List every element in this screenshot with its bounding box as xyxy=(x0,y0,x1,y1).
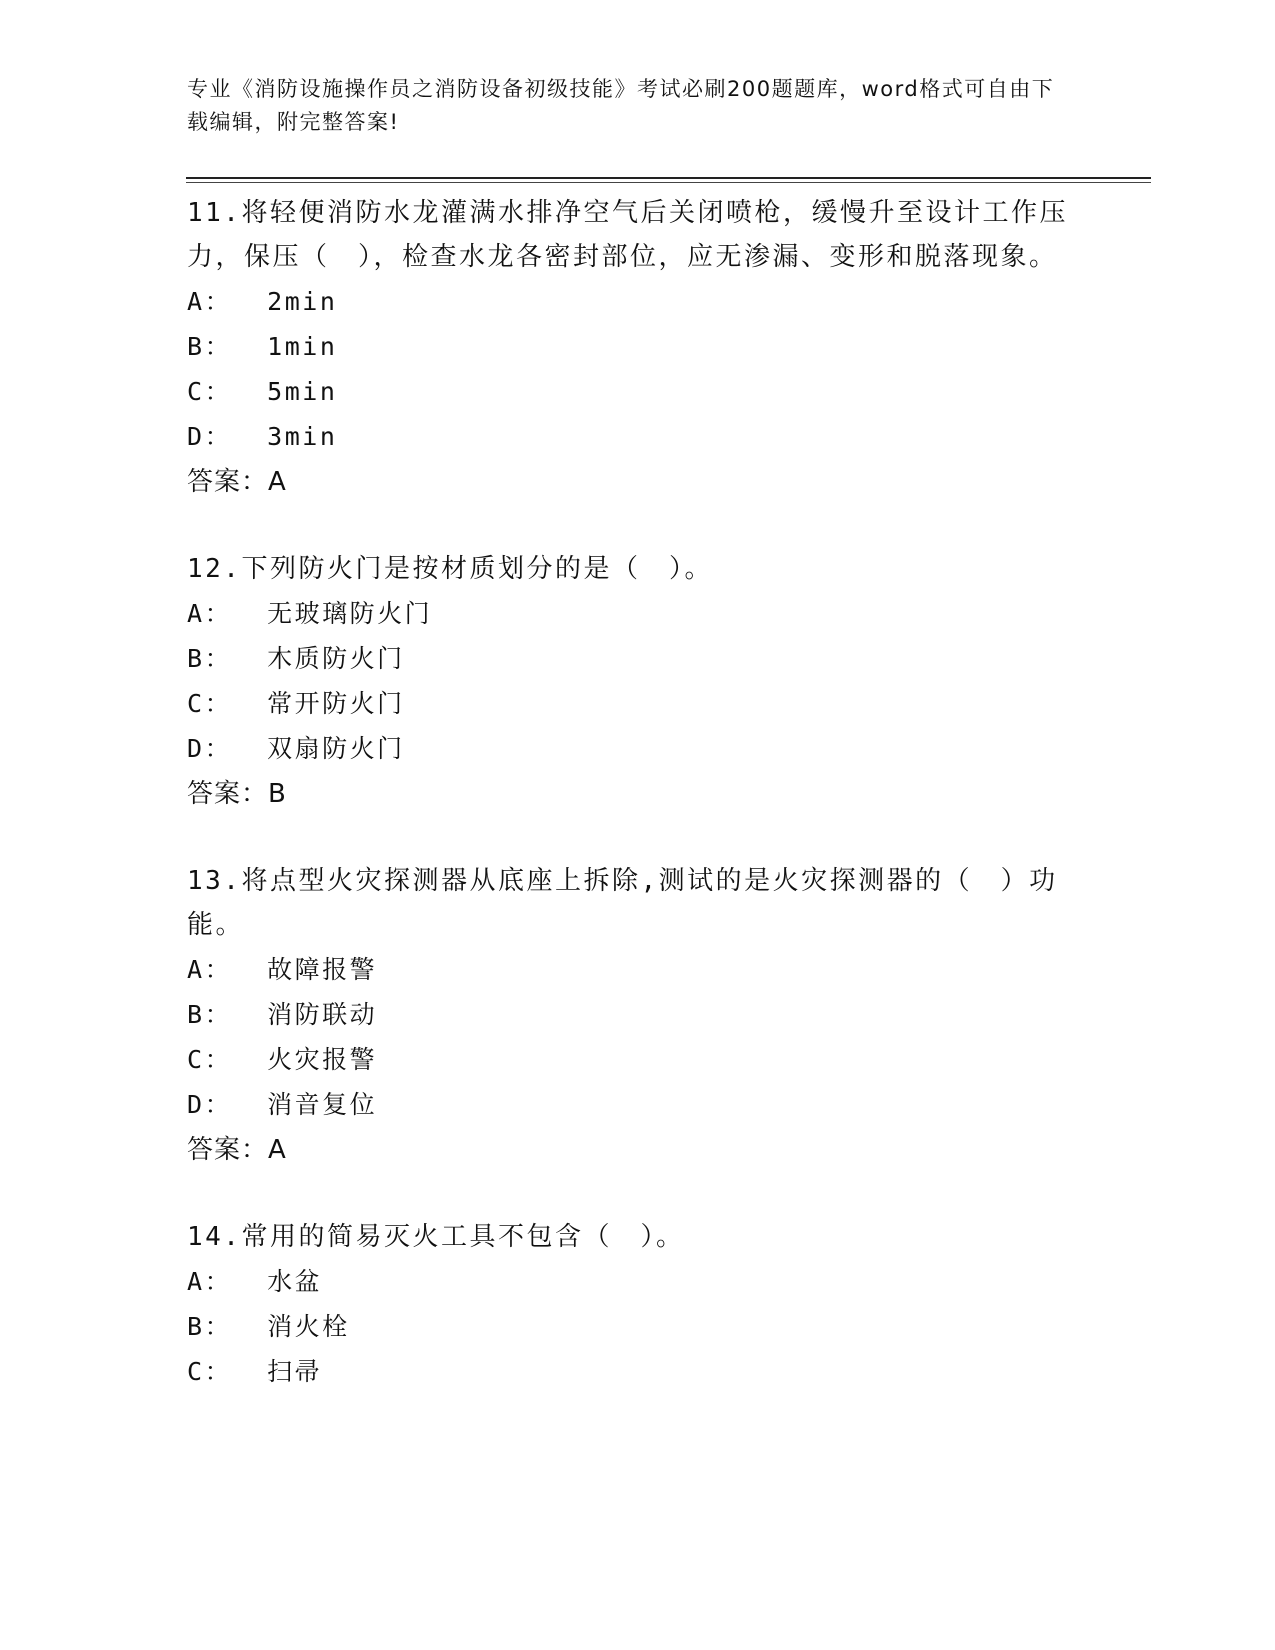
question-list xyxy=(187,191,1077,1436)
option-separator: ： xyxy=(204,422,268,451)
question-stem: 13.将点型火灾探测器从底座上拆除,测试的是火灾探测器的（ ）功能。 xyxy=(187,866,1058,940)
option-text: 火灾报警 xyxy=(267,1045,378,1074)
option-letter: D xyxy=(187,734,205,763)
option-separator: ： xyxy=(204,734,268,763)
option-letter: B xyxy=(187,1312,205,1341)
option-c xyxy=(187,681,1077,726)
option-letter: B xyxy=(187,332,205,361)
option-c xyxy=(187,1037,1077,1082)
option-letter: A xyxy=(187,955,205,984)
document-header xyxy=(187,73,1067,139)
option-b xyxy=(187,992,1077,1037)
option-text: 3min xyxy=(267,422,338,451)
option-a xyxy=(187,1259,1077,1304)
option-letter: C xyxy=(187,1045,205,1074)
option-separator: ： xyxy=(204,377,268,406)
option-b xyxy=(187,324,1077,369)
option-letter: C xyxy=(187,1357,205,1386)
header-divider-thick xyxy=(186,177,1151,179)
question-item xyxy=(187,191,1077,505)
option-separator: ： xyxy=(204,1090,268,1119)
answer-line: 答案：A xyxy=(187,467,287,497)
option-text: 消防联动 xyxy=(267,1000,378,1029)
answer-line: 答案：A xyxy=(187,1135,287,1165)
option-text: 5min xyxy=(267,377,338,406)
option-text: 2min xyxy=(267,287,338,316)
header-title: 专业《消防设施操作员之消防设备初级技能》考试必刷200题题库，word格式可自由下载编辑，附完整答案! xyxy=(187,77,1055,134)
option-separator: ： xyxy=(204,689,268,718)
option-letter: D xyxy=(187,422,205,451)
option-letter: B xyxy=(187,1000,205,1029)
option-separator: ： xyxy=(204,1045,268,1074)
question-stem: 11.将轻便消防水龙灌满水排净空气后关闭喷枪，缓慢升至设计工作压力，保压（ ），检查水龙各密封部位，应无渗漏、变形和脱落现象。 xyxy=(187,198,1068,272)
option-letter: A xyxy=(187,1267,205,1296)
option-separator: ： xyxy=(204,644,268,673)
option-text: 双扇防火门 xyxy=(267,734,405,763)
option-text: 扫帚 xyxy=(267,1357,323,1386)
question-item xyxy=(187,547,1077,817)
option-text: 常开防火门 xyxy=(267,689,405,718)
header-divider-thin xyxy=(186,182,1151,183)
answer-line: 答案：B xyxy=(187,779,287,809)
option-b xyxy=(187,1304,1077,1349)
question-stem: 14.常用的简易灭火工具不包含（ ）。 xyxy=(187,1222,685,1252)
option-separator: ： xyxy=(204,1267,268,1296)
option-text: 1min xyxy=(267,332,338,361)
option-d xyxy=(187,1082,1077,1127)
option-letter: B xyxy=(187,644,205,673)
option-separator: ： xyxy=(204,599,268,628)
option-letter: A xyxy=(187,287,205,316)
option-a xyxy=(187,947,1077,992)
option-c xyxy=(187,1349,1077,1394)
option-letter: C xyxy=(187,377,205,406)
option-separator: ： xyxy=(204,287,268,316)
option-letter: D xyxy=(187,1090,205,1119)
option-text: 水盆 xyxy=(267,1267,323,1296)
option-text: 故障报警 xyxy=(267,955,378,984)
option-separator: ： xyxy=(204,1000,268,1029)
option-c xyxy=(187,369,1077,414)
question-item xyxy=(187,1215,1077,1394)
option-separator: ： xyxy=(204,955,268,984)
option-separator: ： xyxy=(204,332,268,361)
option-separator: ： xyxy=(204,1312,268,1341)
question-stem: 12.下列防火门是按材质划分的是（ ）。 xyxy=(187,554,713,584)
option-letter: A xyxy=(187,599,205,628)
option-a xyxy=(187,279,1077,324)
option-text: 消音复位 xyxy=(267,1090,378,1119)
option-letter: C xyxy=(187,689,205,718)
option-text: 消火栓 xyxy=(267,1312,350,1341)
option-d xyxy=(187,726,1077,771)
option-a xyxy=(187,591,1077,636)
option-text: 无玻璃防火门 xyxy=(267,599,433,628)
option-separator: ： xyxy=(204,1357,268,1386)
question-item xyxy=(187,859,1077,1173)
option-d xyxy=(187,414,1077,459)
option-b xyxy=(187,636,1077,681)
option-text: 木质防火门 xyxy=(267,644,405,673)
